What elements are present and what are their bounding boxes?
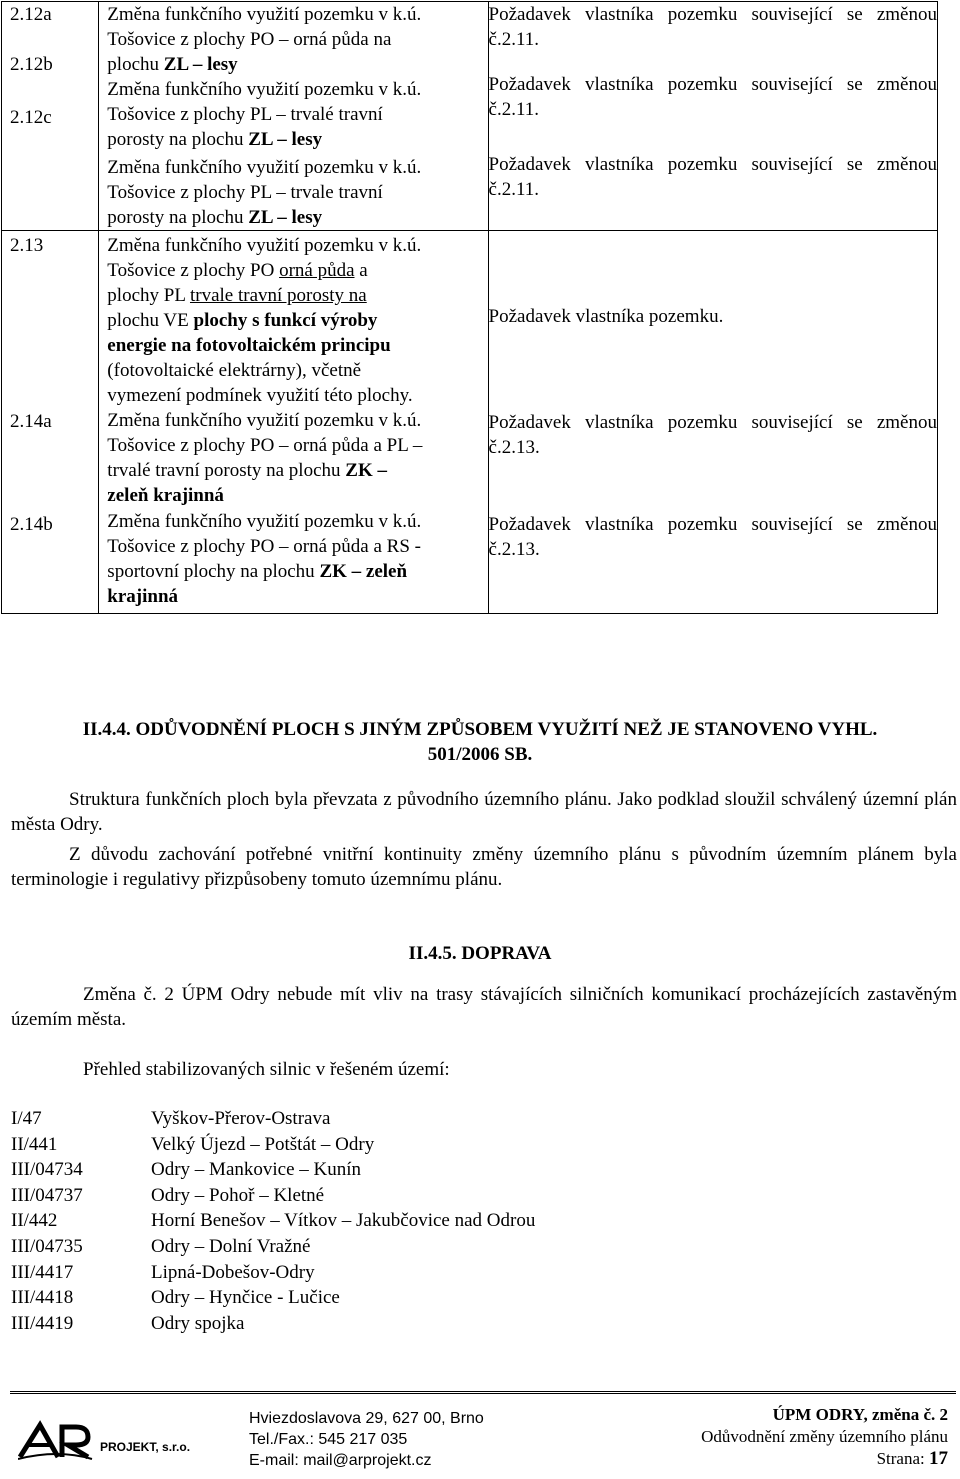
row-description: Změna funkčního využití pozemku v k.ú. Tošovice z plochy PL – trvale travní porosty na plochu ZL – lesy (107, 155, 479, 230)
desc-line: plochu ZL – lesy (107, 54, 238, 75)
logo-text: PROJEKT, s.r.o. (100, 1440, 191, 1454)
row-number: 2.14a (10, 411, 52, 432)
table-row (2, 231, 938, 614)
desc-line: trvalé travní porosty na plochu ZK – (107, 460, 387, 481)
paragraph: Změna č. 2 ÚPM Odry nebude mít vliv na trasy stávajících silničních komunikací procházejících zastavěným územím města. (11, 984, 957, 1030)
desc-line: Tošovice z plochy PL – trvalé travní (107, 104, 383, 125)
row-number: 2.12c (10, 107, 52, 128)
row-description-cell (99, 2, 488, 231)
desc-line: Tošovice z plochy PO orná půda a (107, 260, 368, 281)
section-heading: II.4.4. ODŮVODNĚNÍ PLOCH S JINÝM ZPŮSOBEM VYUŽITÍ NEŽ JE STANOVENO VYHL. (82, 719, 878, 740)
changes-table (1, 1, 938, 614)
row-description: Změna funkčního využití pozemku v k.ú. Tošovice z plochy PO orná půda a plochy PL trvale travní porosty na plochu VE plochy s funkcí výroby energie na fotovoltaickém principu (fotovoltaické elektrárny), včetně vymezení podmínek využití této plochy. (107, 233, 479, 408)
row-description: Změna funkčního využití pozemku v k.ú. Tošovice z plochy PL – trvalé travní porosty na plochu ZL – lesy (107, 77, 479, 152)
row-number-cell (2, 231, 99, 614)
row-number-cell (2, 2, 99, 231)
doc-title: ÚPM ODRY, změna č. 2 (772, 1405, 948, 1424)
table-row (2, 2, 938, 231)
doc-subtitle: Odůvodnění změny územního plánu (701, 1427, 948, 1446)
desc-line: plochu VE plochy s funkcí výroby (107, 310, 378, 331)
row-description: Změna funkčního využití pozemku v k.ú. Tošovice z plochy PO – orná půda a PL – trvalé travní porosty na plochu ZK – zeleň krajinná (107, 408, 479, 508)
row-request: Požadavek vlastníka pozemku. (488, 306, 724, 327)
desc-line: Tošovice z plochy PO – orná půda na (107, 29, 392, 50)
desc-line: plochy PL trvale travní porosty na (107, 285, 367, 306)
row-request-cell (488, 231, 937, 614)
list-title: Přehled stabilizovaných silnic v řešeném území: (83, 1059, 450, 1080)
row-request: Požadavek vlastníka pozemku související se změnou č.2.13. (488, 412, 937, 458)
row-request: Požadavek vlastníka pozemku související se změnou č.2.11. (488, 74, 937, 120)
footer-divider (10, 1391, 956, 1394)
desc-line: Tošovice z plochy PL – trvale travní (107, 182, 383, 203)
page-number: 17 (929, 1448, 948, 1469)
company-address: Hviezdoslavova 29, 627 00, Brno Tel./Fax.: 545 217 035 E-mail: mail@arprojekt.cz (249, 1410, 484, 1469)
row-request: Požadavek vlastníka pozemku související se změnou č.2.13. (488, 514, 937, 560)
paragraph: Z důvodu zachování potřebné vnitřní kontinuity změny územního plánu s původním územním plánem byla terminologie i regulativy přizpůsobeny tomuto územnímu plánu. (11, 844, 957, 890)
page-indicator: Strana: 17 (876, 1448, 948, 1469)
row-description: Změna funkčního využití pozemku v k.ú. Tošovice z plochy PO – orná půda na plochu ZL – lesy (107, 2, 479, 77)
row-number: 2.13 (10, 235, 44, 256)
row-number: 2.12a (10, 4, 52, 25)
document-info (701, 1404, 948, 1470)
row-description: Změna funkčního využití pozemku v k.ú. Tošovice z plochy PO – orná půda a RS - sportovní plochy na plochu ZK – zeleň krajinná (107, 509, 479, 609)
company-logo (18, 1419, 203, 1464)
paragraph: Struktura funkčních ploch byla převzata z původního územního plánu. Jako podklad sloužil schválený územní plán města Odry. (11, 789, 957, 835)
desc-line: porosty na plochu ZL – lesy (107, 129, 323, 150)
desc-line: sportovní plochy na plochu ZK – zeleň (107, 561, 408, 582)
row-number: 2.12b (10, 54, 53, 75)
row-request-cell (488, 2, 937, 231)
section-heading-cont: 501/2006 SB. (427, 744, 533, 765)
desc-line: porosty na plochu ZL – lesy (107, 207, 323, 228)
row-description-cell (99, 231, 488, 614)
row-number: 2.14b (10, 514, 53, 535)
row-request: Požadavek vlastníka pozemku související se změnou č.2.11. (488, 154, 937, 200)
section-heading: II.4.5. DOPRAVA (408, 943, 552, 964)
row-request: Požadavek vlastníka pozemku související se změnou č.2.11. (488, 4, 937, 50)
